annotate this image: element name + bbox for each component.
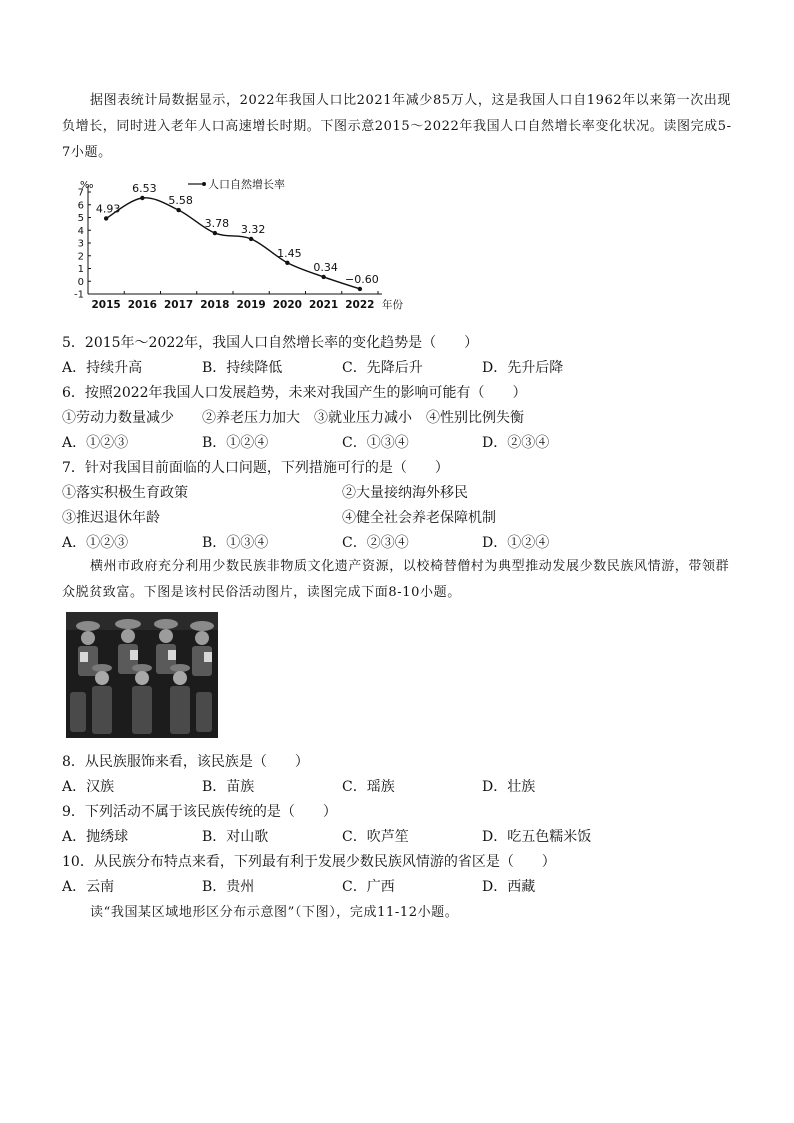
q10-option-a[interactable]: A．云南 [62, 879, 115, 895]
q7-statement-3: ③推迟退休年龄 [62, 510, 160, 526]
data-label: 1.45 [277, 246, 302, 260]
q7-option-a[interactable]: A．①②③ [62, 535, 129, 551]
y-tick-label: 4 [77, 225, 84, 237]
q9-option-c[interactable]: C．吹芦笙 [342, 829, 409, 845]
q5-option-d[interactable]: D．先升后降 [482, 360, 564, 376]
q9-option-d[interactable]: D．吃五色糯米饭 [482, 829, 592, 845]
q9-option-a[interactable]: A．抛绣球 [62, 829, 129, 845]
data-point [285, 261, 289, 265]
x-tick-label: 2021 [309, 299, 339, 311]
data-point [140, 196, 144, 200]
data-point [104, 216, 108, 220]
y-tick-label: 6 [77, 200, 84, 212]
q6-option-a[interactable]: A．①②③ [62, 435, 129, 451]
q8-option-c[interactable]: C．瑶族 [342, 779, 395, 795]
x-tick-label: 2015 [91, 299, 121, 311]
question-7-stem: 7．针对我国目前面临的人口问题，下列措施可行的是（ ） [62, 460, 449, 476]
q5-option-b[interactable]: B．持续降低 [202, 360, 283, 376]
q8-option-b[interactable]: B．苗族 [202, 779, 255, 795]
x-tick-label: 2020 [272, 299, 302, 311]
q5-option-c[interactable]: C．先降后升 [342, 360, 423, 376]
q7-option-c[interactable]: C．②③④ [342, 535, 409, 551]
question-9-stem: 9．下列活动不属于该民族传统的是（ ） [62, 804, 337, 820]
data-label: 3.32 [240, 222, 266, 236]
data-label: −0.60 [345, 272, 379, 286]
folk-activity-photo [66, 612, 218, 738]
q6-option-c[interactable]: C．①③④ [342, 435, 409, 451]
question-10-stem: 10．从民族分布特点来看，下列最有利于发展少数民族风情游的省区是（ ） [62, 854, 556, 870]
q7-option-d[interactable]: D．①②④ [482, 535, 550, 551]
intro-paragraph-8-10: 横州市政府充分利用少数民族非物质文化遗产资源，以校椅替僧村为典型推动发展少数民族风情游，带领群众脱贫致富。下图是该村民俗活动图片，读图完成下面8-10小题。 [62, 559, 730, 600]
question-6-stem: 6．按照2022年我国人口发展趋势，未来对我国产生的影响可能有（ ） [62, 385, 527, 401]
population-growth-line-chart [60, 176, 420, 316]
y-tick-label: 7 [77, 187, 84, 199]
y-tick-label: 5 [77, 213, 84, 224]
q7-statement-4: ④健全社会养老保障机制 [342, 510, 496, 526]
q10-option-d[interactable]: D．西藏 [482, 879, 536, 895]
q7-statement-2: ②大量接纳海外移民 [342, 485, 468, 501]
data-point [249, 237, 253, 241]
q9-option-b[interactable]: B．对山歌 [202, 829, 269, 845]
x-tick-label: 2018 [200, 299, 230, 311]
q7-option-b[interactable]: B．①③④ [202, 535, 269, 551]
q7-statement-1: ①落实积极生育政策 [62, 485, 188, 501]
intro-paragraph-5-7: 据图表统计局数据显示，2022年我国人口比2021年减少85万人，这是我国人口自1962年以来第一次出现负增长，同时进入老年人口高速增长时期。下图示意2015～2022年我国人口自然增长率变化状况。读图完成5-7小题。 [62, 93, 732, 160]
x-tick-label: 2017 [164, 299, 194, 311]
y-tick-label: 0 [77, 276, 84, 288]
x-tick-label: 2022 [345, 299, 375, 311]
q8-option-a[interactable]: A．汉族 [62, 779, 115, 795]
data-point [176, 208, 180, 212]
q8-option-d[interactable]: D．壮族 [482, 779, 536, 795]
y-tick-label: 2 [77, 251, 84, 263]
x-tick-label: 2019 [236, 299, 266, 311]
data-label: 6.53 [132, 181, 157, 195]
data-label: 4.93 [95, 202, 121, 216]
data-label: 0.34 [313, 260, 338, 274]
data-label: 5.58 [168, 194, 193, 208]
y-unit-label: ‰ [80, 180, 94, 191]
y-tick-label: 3 [77, 238, 84, 250]
data-point [321, 275, 325, 279]
data-label: 3.78 [204, 217, 230, 231]
x-tick-label: 2016 [127, 299, 157, 311]
q6-option-b[interactable]: B．①②④ [202, 435, 269, 451]
data-point [213, 231, 217, 235]
question-5-stem: 5．2015年～2022年，我国人口自然增长率的变化趋势是（ ） [62, 335, 479, 351]
q6-statements: ①劳动力数量减少 ②养老压力加大 ③就业压力减小 ④性别比例失衡 [62, 410, 524, 426]
data-point [358, 287, 362, 291]
q5-option-a[interactable]: A．持续升高 [62, 360, 143, 376]
y-tick-label: -1 [74, 289, 84, 301]
intro-paragraph-11-12: 读“我国某区域地形区分布示意图”（下图），完成11-12小题。 [90, 905, 459, 920]
legend-label: 人口自然增长率 [208, 178, 285, 191]
q10-option-c[interactable]: C．广西 [342, 879, 395, 895]
series-line [106, 198, 360, 289]
q6-option-d[interactable]: D．②③④ [482, 435, 550, 451]
question-8-stem: 8．从民族服饰来看，该民族是（ ） [62, 754, 309, 770]
y-tick-label: 1 [77, 264, 84, 275]
q10-option-b[interactable]: B．贵州 [202, 879, 255, 895]
x-axis-suffix: 年份 [382, 299, 403, 311]
legend-marker [202, 182, 206, 186]
